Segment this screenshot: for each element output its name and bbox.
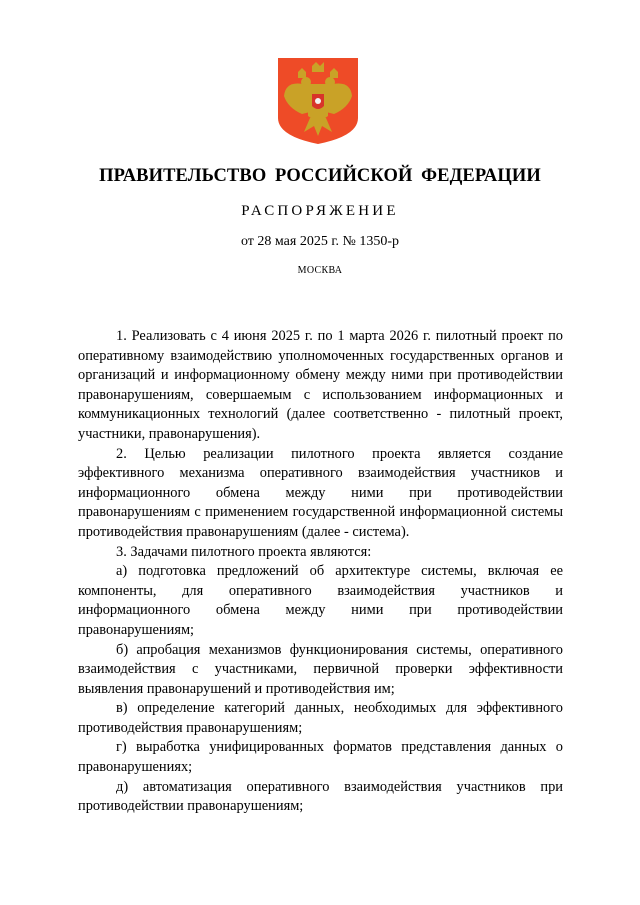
paragraph: д) автоматизация оперативного взаимодействия участников при противодействии правонарушениям; (78, 778, 563, 815)
document-date-number: от 28 мая 2025 г. № 1350-р (240, 234, 400, 249)
government-title: ПРАВИТЕЛЬСТВО РОССИЙСКОЙ ФЕДЕРАЦИИ (99, 166, 541, 186)
paragraph: б) апробация механизмов функционирования системы, оперативного взаимодействия с участниками, первичной проверки эффективности выявления правонарушений и противодействия им; (78, 641, 563, 697)
paragraph: г) выработка унифицированных форматов представления данных о правонарушениях; (78, 739, 563, 776)
paragraph: в) определение категорий данных, необходимых для эффективного противодействия правонарушениям; (78, 700, 563, 736)
document-city: МОСКВА (297, 265, 343, 276)
paragraph: а) подготовка предложений об архитектуре системы, включая ее компоненты, для оперативного взаимодействия участников и информационного обмена между ними при противодействии правонарушениям; (78, 563, 563, 638)
document-type: РАСПОРЯЖЕНИЕ (241, 203, 399, 219)
paragraph: 3. Задачами пилотного проекта являются: (116, 543, 372, 560)
paragraph: 1. Реализовать с 4 июня 2025 г. по 1 марта 2026 г. пилотный проект по оперативному взаимодействию уполномоченных государственных органов и организаций и информационному обмену между ними при противодействии правонарушениям, совершаемым с использованием информационных и коммуникационных технологий (далее соответственно - пилотный проект, участники, правонарушения). (78, 328, 563, 442)
document-body (78, 327, 563, 817)
coat-of-arms-icon (276, 56, 360, 146)
paragraph: 2. Целью реализации пилотного проекта является создание эффективного механизма оперативного взаимодействия участников и информационного обмена между ними при противодействии правонарушениям с применением государственной информационной системы противодействия правонарушениям (далее - система). (78, 445, 563, 540)
